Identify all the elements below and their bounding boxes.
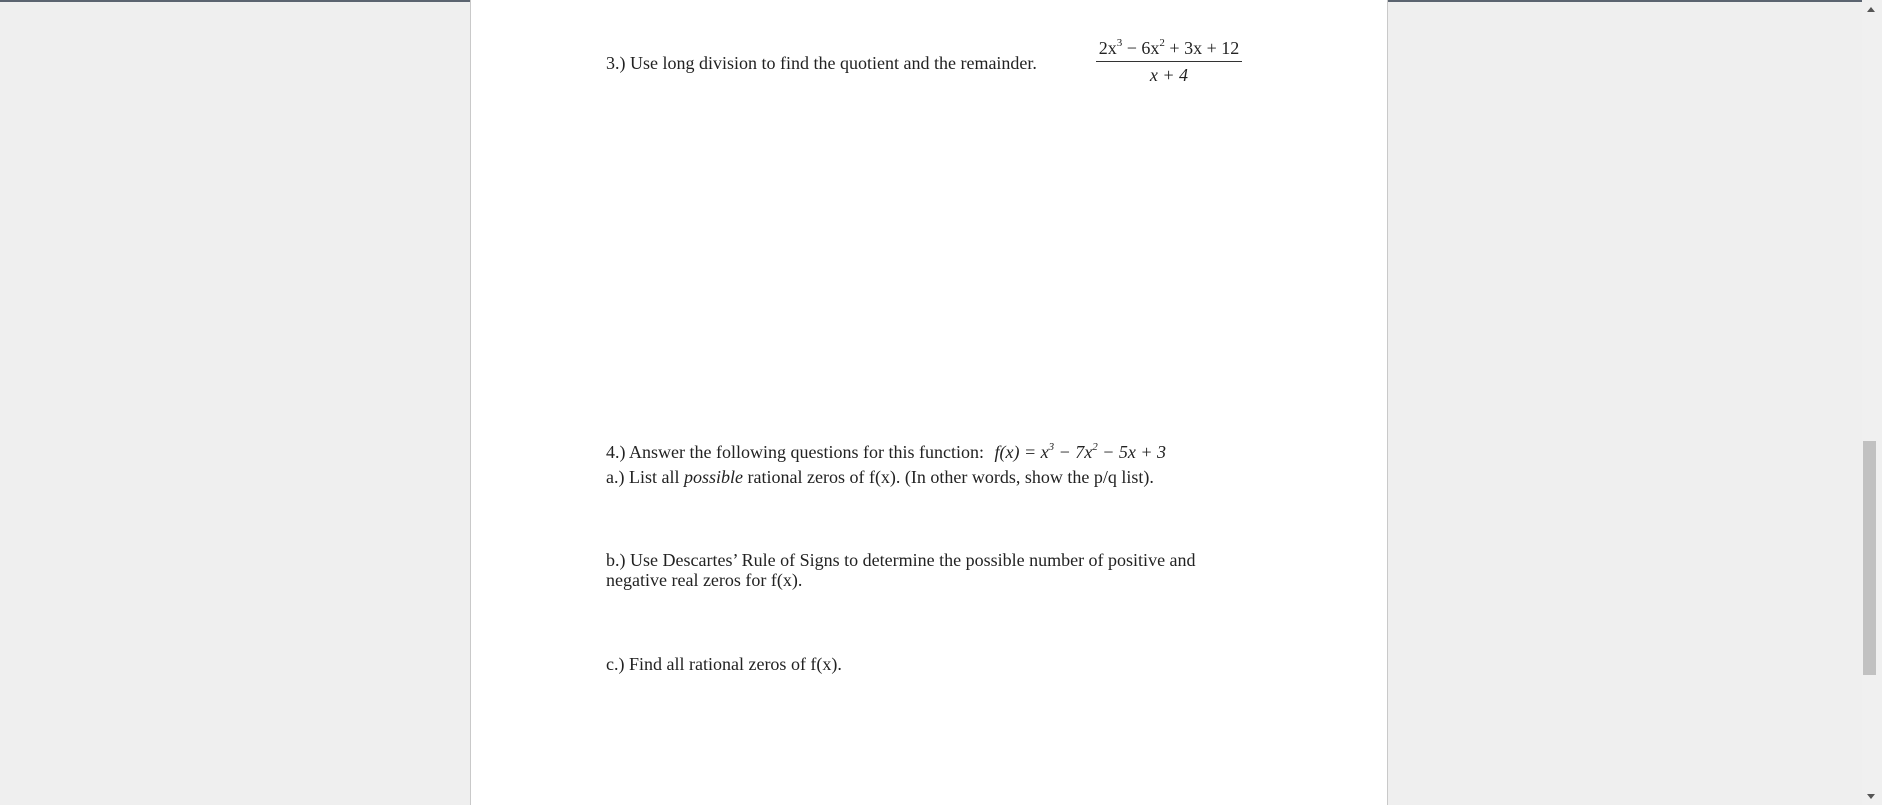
fraction-numerator: $2x^3 - 6x^2 + 3x + 12$ [1096, 38, 1242, 62]
emphasis-possible: possible [683, 467, 743, 487]
problem-4b-line-1: b.) Use Descartes’ Rule of Signs to determine the possible number of positive and [606, 550, 1196, 570]
part-b-label: b.) [606, 550, 626, 570]
problem-3-text: Use long division to find the quotient and the remainder. [630, 53, 1037, 73]
problem-4-number: 4.) [606, 442, 626, 462]
scroll-up-arrow-icon[interactable] [1867, 7, 1875, 12]
problem-3-prompt [606, 53, 1037, 74]
division-fraction [1096, 38, 1242, 86]
part-a-label: a.) [606, 467, 625, 487]
problem-4-intro: Answer the following questions for this function: [629, 442, 984, 462]
problem-4a: a.) List all possible rational zeros of f(x). (In other words, show the p/q list). [606, 467, 1154, 487]
problem-4c: c.) Find all rational zeros of f(x). [606, 654, 842, 674]
part-c-label: c.) [606, 654, 625, 674]
vertical-scrollbar-track[interactable] [1862, 0, 1882, 805]
vertical-scrollbar-thumb[interactable] [1863, 441, 1876, 675]
fraction-denominator: x + 4 [1149, 65, 1189, 85]
problem-4-prompt [606, 442, 1166, 463]
document-page [470, 0, 1388, 805]
problem-3-number: 3.) [606, 53, 626, 73]
scroll-down-arrow-icon[interactable] [1867, 794, 1875, 799]
problem-4b-line-2: negative real zeros for f(x). [606, 570, 803, 590]
function-definition: $f(x) = x^3 - 7x^2 - 5x + 3$ [994, 441, 1167, 462]
